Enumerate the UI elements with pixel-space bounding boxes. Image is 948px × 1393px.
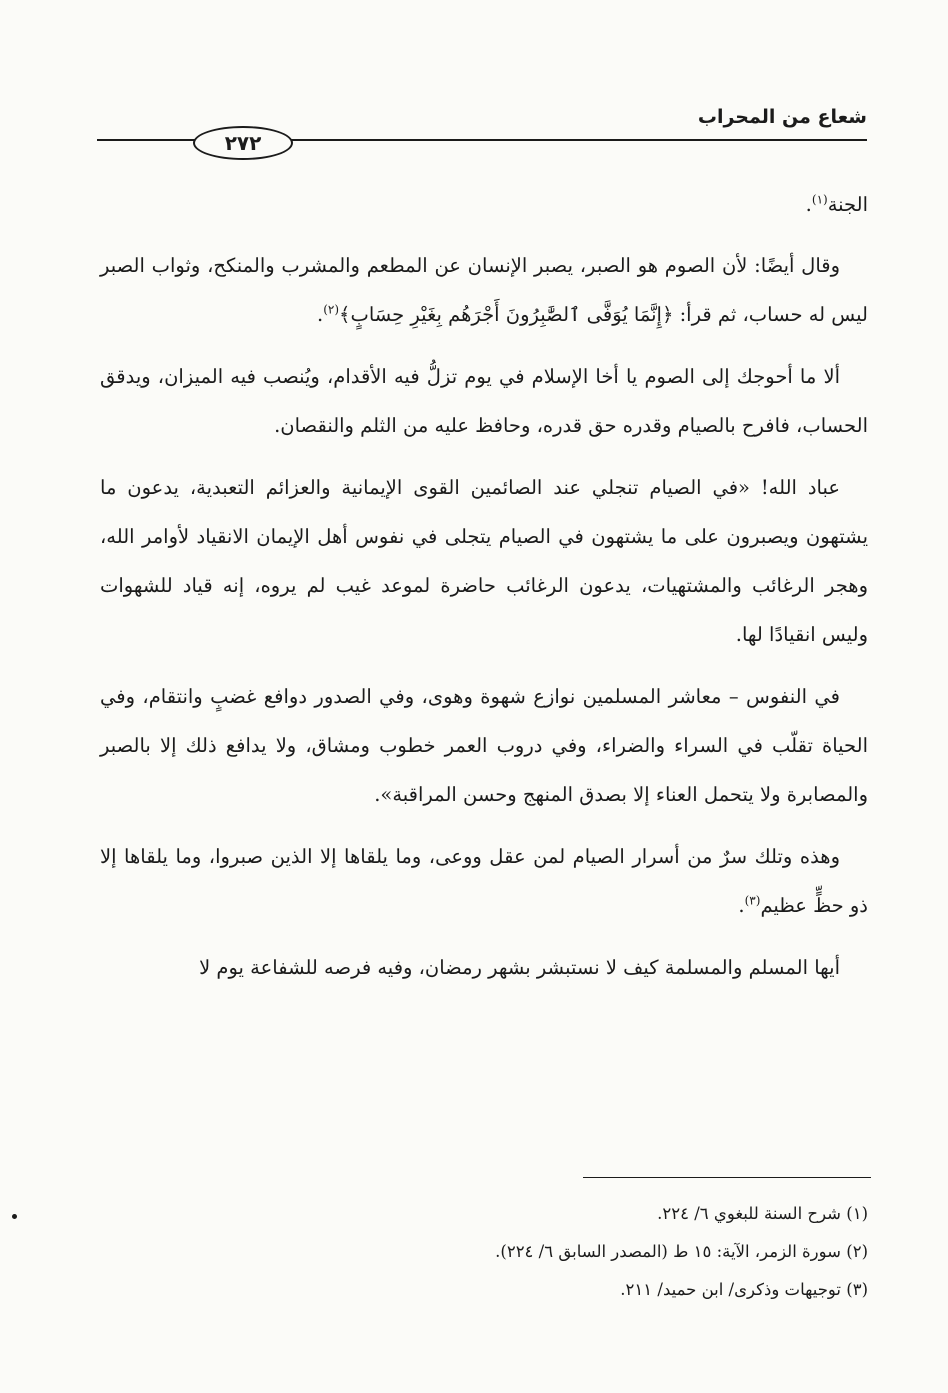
footnotes [168, 1195, 868, 1309]
footnote: (٣) توجيهات وذكرى/ ابن حميد/ ٢١١. [620, 1280, 868, 1299]
paragraph: الجنة$^{(١)}$. [805, 192, 868, 216]
paragraph: وقال أيضًا: لأن الصوم هو الصبر، يصبر الإنسان عن المطعم والمشرب والمنكح، وثواب الصبر ليس له حساب، ثم قرأ: ﴿إِنَّمَا يُوَفَّى ٱلصَّٰبِرُونَ أَجْرَهُم بِغَيْرِ حِسَابٍ﴾$^{(٢)}$. [100, 254, 868, 326]
footnote: (٢) سورة الزمر، الآية: ١٥ ط (المصدر السابق ٦/ ٢٢٤). [495, 1242, 868, 1261]
paragraph: في النفوس – معاشر المسلمين نوازع شهوة وهوى، وفي الصدور دوافع غضبٍ وانتقام، وفي الحياة تقلّب في السراء والضراء، وفي دروب العمر خطوب ومشاق، ولا يدافع ذلك إلا بالصبر والمصابرة ولا يتحمل العناء إلا بصدق المنهج وحسن المراقبة». [100, 685, 868, 806]
paragraph: ألا ما أحوجك إلى الصوم يا أخا الإسلام في يوم تزلُّ فيه الأقدام، ويُنصب فيه الميزان، ويدقق الحساب، فافرح بالصيام وقدره حق قدره، وحافظ عليه من الثلم والنقصان. [100, 365, 868, 437]
page-number: ٢٧٢ [193, 126, 293, 160]
scan-speck [12, 1214, 17, 1219]
footnote-ref: (٣) [744, 893, 761, 908]
running-title: شعاع من المحراب [697, 106, 867, 128]
main-text [100, 180, 868, 1005]
footnote-ref: (١) [811, 192, 828, 207]
footnote: (١) شرح السنة للبغوي ٦/ ٢٢٤. [657, 1204, 868, 1223]
footnote-ref: (٢) [323, 302, 340, 317]
page-header [97, 100, 867, 160]
paragraph: أيها المسلم والمسلمة كيف لا نستبشر بشهر رمضان، وفيه فرصه للشفاعة يوم لا [199, 956, 840, 979]
paragraph: عباد الله! «في الصيام تنجلي عند الصائمين القوى الإيمانية والعزائم التعبدية، يدعون ما يشتهون ويصبرون على ما يشتهون في الصيام يتجلى في نفوس أهل الإيمان الانقياد لأوامر الله، وهجر الرغائب والمشتهيات، يدعون الرغائب حاضرة لموعد غيب لم يروه، إنه قياد للشهوات وليس انقيادًا لها. [100, 476, 868, 646]
footnote-separator [583, 1177, 871, 1178]
paragraph: وهذه وتلك سرٌ من أسرار الصيام لمن عقل ووعى، وما يلقاها إلا الذين صبروا، وما يلقاها إلا ذو حظٍّ عظيم$^{(٣)}$. [100, 845, 868, 917]
